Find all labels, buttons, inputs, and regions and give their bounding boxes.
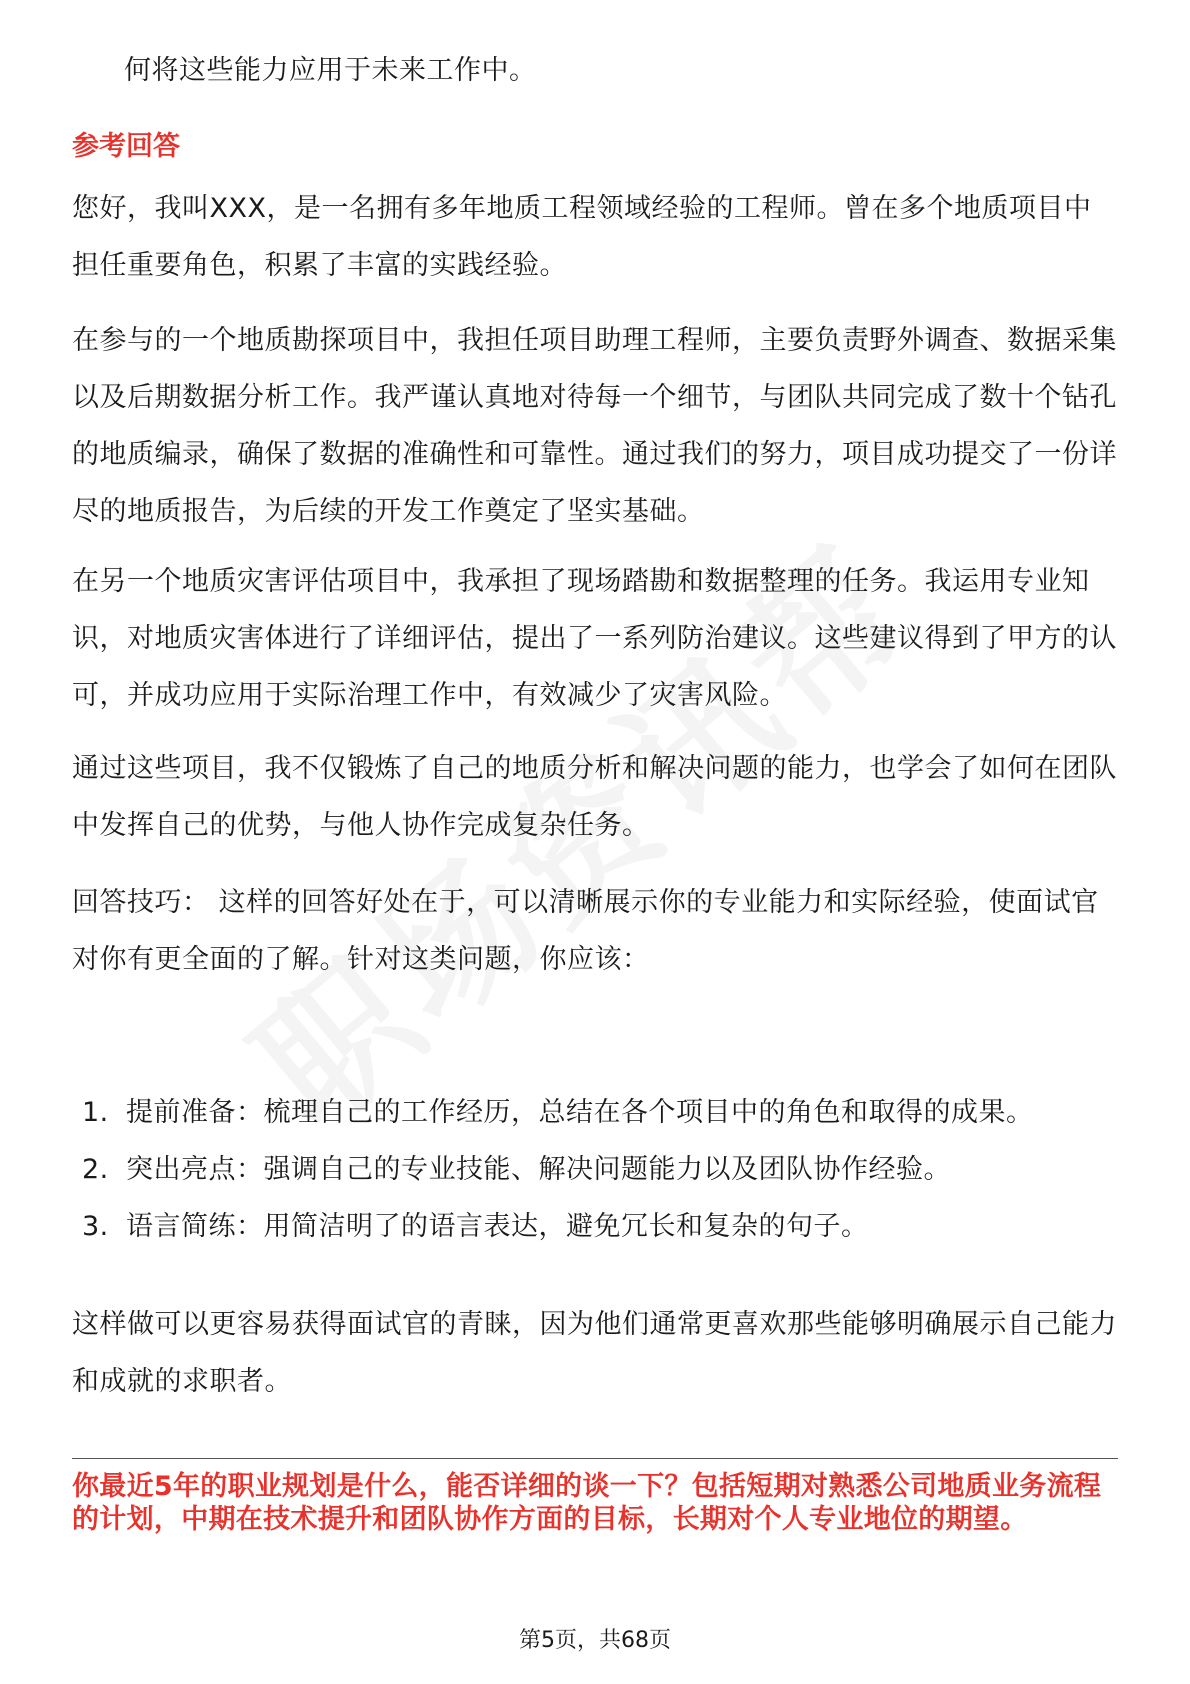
tips-list bbox=[82, 1084, 1034, 1255]
list-item-number: 3. bbox=[82, 1211, 109, 1242]
intro-line: 何将这些能力应用于未来工作中。 bbox=[124, 55, 537, 86]
closing-paragraph: 这样做可以更容易获得面试官的青睐，因为他们通常更喜欢那些能够明确展示自己能力和成就的求职者。 bbox=[72, 1309, 1117, 1397]
list-item bbox=[82, 1141, 1034, 1198]
answer-paragraph-summary: 通过这些项目，我不仅锻炼了自己的地质分析和解决问题的能力，也学会了如何在团队中发挥自己的优势，与他人协作完成复杂任务。 bbox=[72, 753, 1117, 841]
list-item-text: 语言简练：用简洁明了的语言表达，避免冗长和复杂的句子。 bbox=[126, 1211, 869, 1242]
answer-paragraph-intro: 您好，我叫XXX，是一名拥有多年地质工程领域经验的工程师。曾在多个地质项目中担任重要角色，积累了丰富的实践经验。 bbox=[72, 193, 1092, 281]
list-item-number: 2. bbox=[82, 1154, 109, 1185]
list-item bbox=[82, 1198, 1034, 1255]
list-item-text: 突出亮点：强调自己的专业技能、解决问题能力以及团队协作经验。 bbox=[126, 1154, 951, 1185]
page-footer: 第5页，共68页 bbox=[519, 1628, 671, 1653]
answer-paragraph-exploration-project: 在参与的一个地质勘探项目中，我担任项目助理工程师，主要负责野外调查、数据采集以及后期数据分析工作。我严谨认真地对待每一个细节，与团队共同完成了数十个钻孔的地质编录，确保了数据的准确性和可靠性。通过我们的努力，项目成功提交了一份详尽的地质报告，为后续的开发工作奠定了坚实基础。 bbox=[72, 325, 1117, 527]
list-item-text: 提前准备：梳理自己的工作经历，总结在各个项目中的角色和取得的成果。 bbox=[126, 1097, 1034, 1128]
section-divider bbox=[72, 1458, 1118, 1459]
list-item bbox=[82, 1084, 1034, 1141]
answer-tips-paragraph: 回答技巧： 这样的回答好处在于，可以清晰展示你的专业能力和实际经验，使面试官对你有更全面的了解。针对这类问题，你应该： bbox=[72, 887, 1099, 975]
answer-paragraph-hazard-project: 在另一个地质灾害评估项目中，我承担了现场踏勘和数据整理的任务。我运用专业知识，对地质灾害体进行了详细评估，提出了一系列防治建议。这些建议得到了甲方的认可，并成功应用于实际治理工作中，有效减少了灾害风险。 bbox=[72, 566, 1117, 711]
list-item-number: 1. bbox=[82, 1097, 109, 1128]
reference-answer-heading: 参考回答 bbox=[72, 131, 180, 162]
next-question-heading: 你最近5年的职业规划是什么，能否详细的谈一下？包括短期对熟悉公司地质业务流程的计划，中期在技术提升和团队协作方面的目标，长期对个人专业地位的期望。 bbox=[72, 1471, 1102, 1535]
